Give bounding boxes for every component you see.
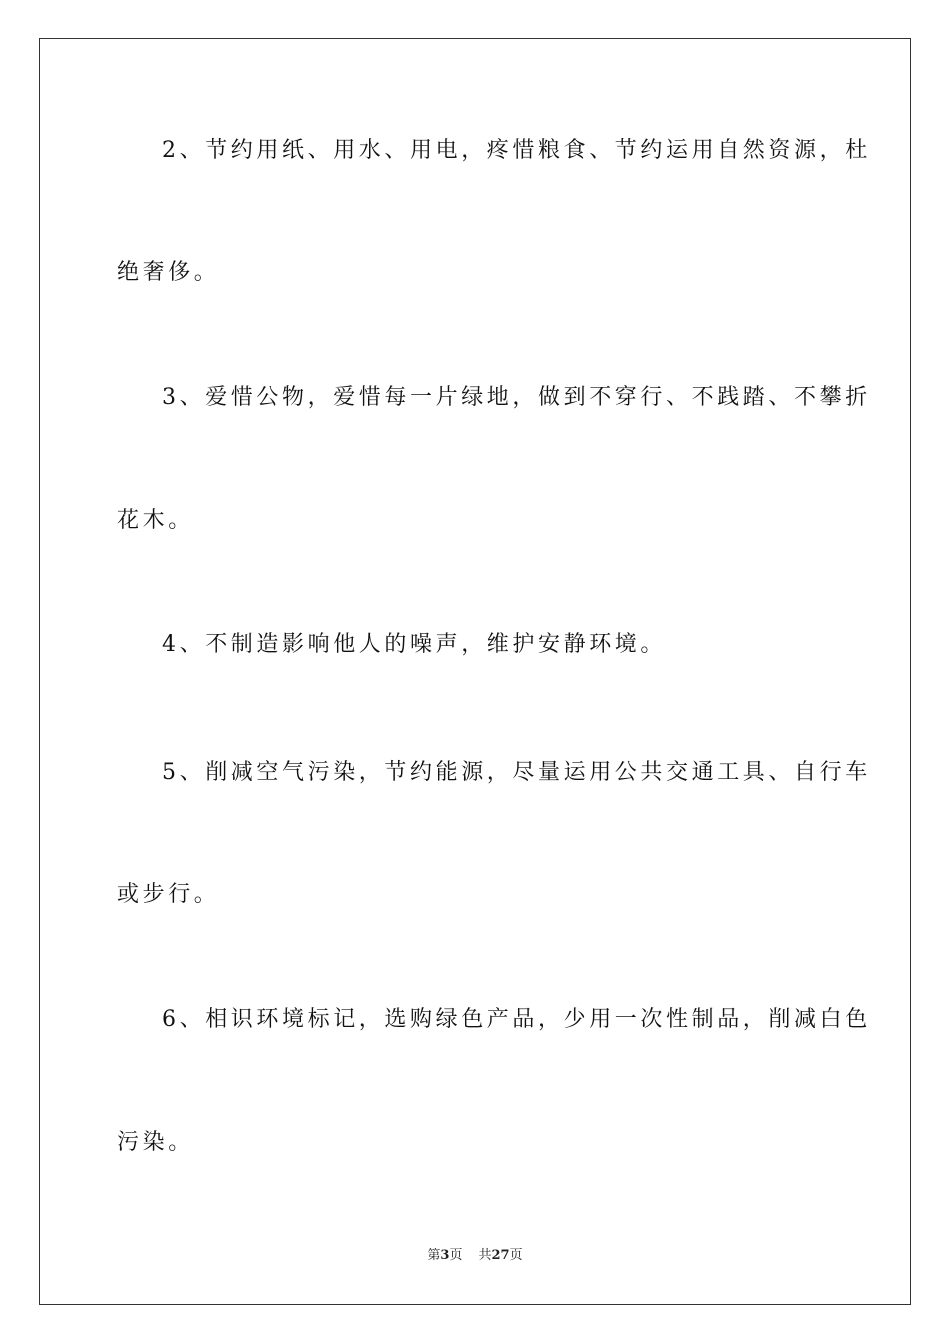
footer-total-suffix: 页 [509,1248,523,1263]
paragraph-3-line-2: 花木。 [117,508,194,533]
footer-page-suffix: 页 [449,1248,463,1263]
paragraph-2-line-1: 2、节约用纸、用水、用电，疼惜粮食、节约运用自然资源，杜 [162,138,871,163]
paragraph-3-line-1: 3、爱惜公物，爱惜每一片绿地，做到不穿行、不践踏、不攀折 [162,385,871,410]
page-frame [39,38,911,1305]
paragraph-6-line-2: 污染。 [117,1130,194,1155]
footer-page-prefix: 第 [427,1248,441,1263]
footer-total-prefix: 共 [478,1248,492,1263]
paragraph-5-line-2: 或步行。 [117,882,220,907]
paragraph-4-line-1: 4、不制造影响他人的噪声，维护安静环境。 [162,632,666,657]
footer-total-pages: 27 [491,1248,510,1263]
paragraph-5-line-1: 5、削减空气污染，节约能源，尽量运用公共交通工具、自行车 [162,760,871,785]
paragraph-2-line-2: 绝奢侈。 [117,260,220,285]
paragraph-6-line-1: 6、相识环境标记，选购绿色产品，少用一次性制品，削减白色 [162,1007,871,1032]
page-footer [0,1248,950,1264]
footer-page-number: 3 [440,1248,450,1263]
